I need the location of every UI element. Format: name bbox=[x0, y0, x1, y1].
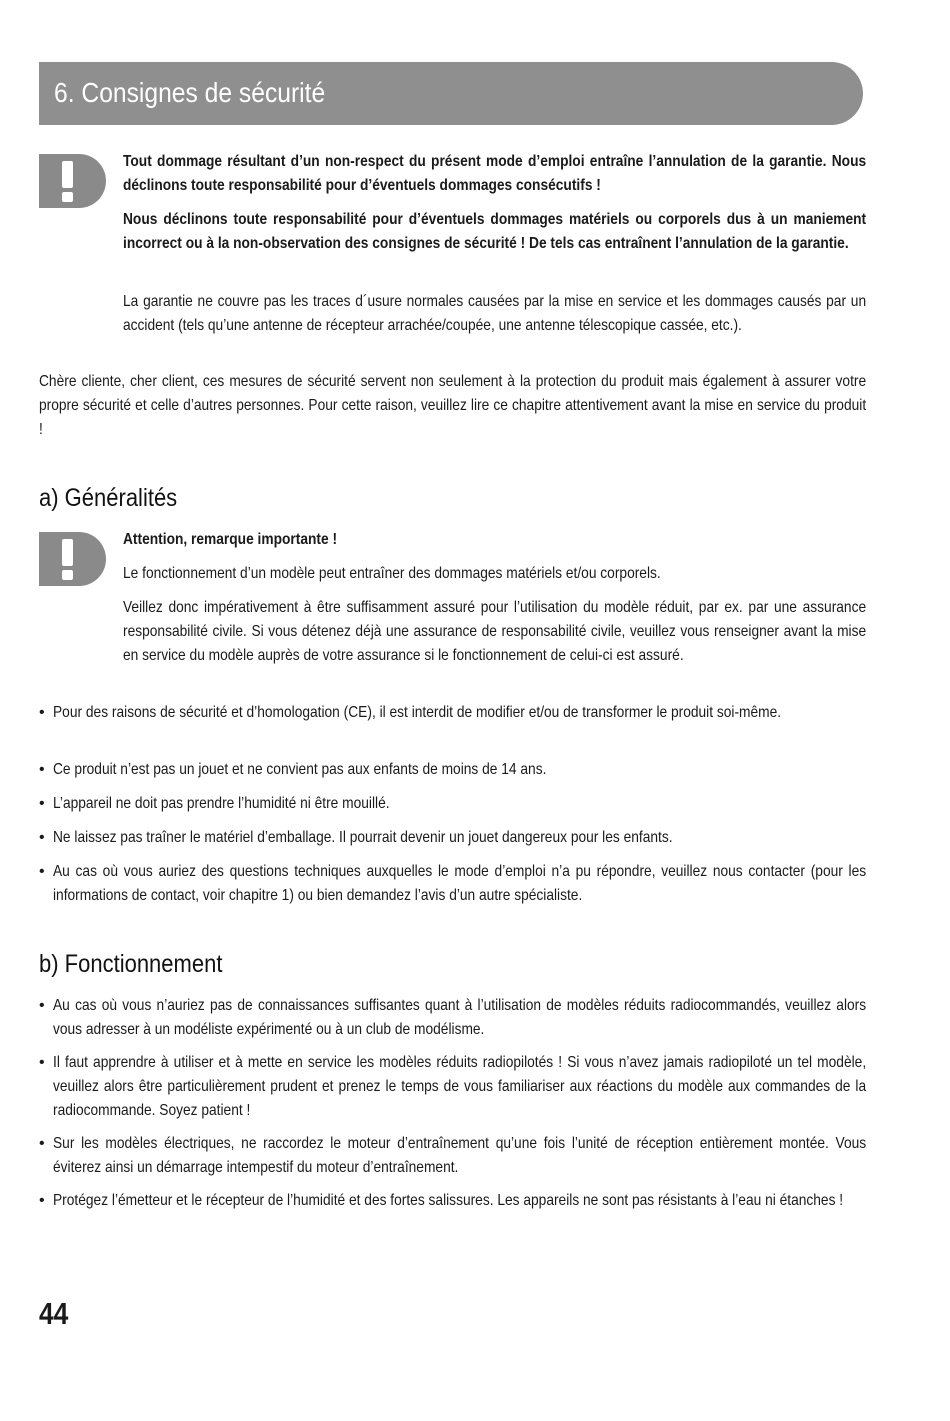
bullet-symbol: • bbox=[39, 761, 45, 778]
warning-paragraph: Veillez donc impérativement à être suffisamment assuré pour l’utilisation du modèle réduit, par ex. par une assurance responsabilité civile. Si vous détenez déjà une assurance de responsabilité civile, veuillez vous renseigner avant la mise en service du modèle auprès de votre assurance si le fonctionnement de celui-ci est assuré. bbox=[123, 599, 867, 664]
list-item-text: Protégez l’émetteur et le récepteur de l’humidité et des fortes salissures. Les appareils ne sont pas résistants à l’eau ni étanches ! bbox=[53, 1192, 844, 1209]
section-title: 6. Consignes de sécurité bbox=[54, 77, 326, 108]
list-item-text: Ce produit n’est pas un jouet et ne convient pas aux enfants de moins de 14 ans. bbox=[53, 761, 547, 778]
bullet-symbol: • bbox=[39, 795, 45, 812]
list-item-text: Pour des raisons de sécurité et d’homologation (CE), il est interdit de modifier et/ou de transformer le produit soi-même. bbox=[53, 704, 782, 721]
bullet-symbol: • bbox=[39, 997, 45, 1014]
list-item bbox=[39, 758, 866, 782]
bullet-symbol: • bbox=[39, 829, 45, 846]
list-item-text: Il faut apprendre à utiliser et à mette en service les modèles réduits radiopilotés ! Si vous n’avez jamais radiopiloté un tel modèle, veuillez alors être particulièrement prudent et prenez le temps de vous familiariser aux réactions du modèle aux commandes de la radiocommande. Soyez patient ! bbox=[53, 1054, 867, 1119]
intro-paragraph-block bbox=[39, 370, 866, 442]
bullet-symbol: • bbox=[39, 1135, 45, 1152]
warning-block-1 bbox=[123, 150, 866, 362]
exclamation-warning-icon bbox=[39, 154, 106, 208]
list-item-text: Ne laissez pas traîner le matériel d’emballage. Il pourrait devenir un jouet dangereux pour les enfants. bbox=[53, 829, 673, 846]
warning-paragraph: Le fonctionnement d’un modèle peut entraîner des dommages matériels et/ou corporels. bbox=[123, 565, 661, 582]
list-item bbox=[39, 994, 866, 1042]
bullet-symbol: • bbox=[39, 1054, 45, 1071]
warning-paragraph: Tout dommage résultant d’un non-respect du présent mode d’emploi entraîne l’annulation de la garantie. Nous déclinons toute responsabilité pour d’éventuels dommages consécutifs ! bbox=[123, 153, 867, 194]
list-item bbox=[39, 792, 866, 816]
list-item bbox=[39, 1189, 866, 1237]
bullet-symbol: • bbox=[39, 704, 45, 721]
list-item-text: L’appareil ne doit pas prendre l’humidité ni être mouillé. bbox=[53, 795, 390, 812]
warning-title: Attention, remarque importante ! bbox=[123, 531, 338, 548]
section-a-heading: a) Généralités bbox=[39, 484, 178, 512]
section-b-heading: b) Fonctionnement bbox=[39, 950, 223, 978]
list-item bbox=[39, 860, 866, 908]
list-item-text: Au cas où vous n’auriez pas de connaissances suffisantes quant à l’utilisation de modèles réduits radiocommandés, veuillez alors vous adresser à un modéliste expérimenté ou à un club de modélisme. bbox=[53, 997, 867, 1038]
list-item-text: Au cas où vous auriez des questions techniques auxquelles le mode d’emploi n’a pu répondre, veuillez nous contacter (pour les informations de contact, voir chapitre 1) ou bien demandez l’avis d’un autre spécialiste. bbox=[53, 863, 867, 904]
list-item bbox=[39, 1051, 866, 1123]
list-item-text: Sur les modèles électriques, ne raccordez le moteur d’entraînement qu’une fois l’unité de réception entièrement montée. Vous éviterez ainsi un démarrage intempestif du moteur d’entraînement. bbox=[53, 1135, 867, 1176]
list-item bbox=[39, 701, 866, 749]
bullet-symbol: • bbox=[39, 863, 45, 880]
exclamation-warning-icon bbox=[39, 532, 106, 586]
list-item bbox=[39, 1132, 866, 1180]
bullet-symbol: • bbox=[39, 1192, 45, 1209]
page-number: 44 bbox=[39, 1296, 69, 1331]
intro-paragraph: Chère cliente, cher client, ces mesures de sécurité servent non seulement à la protection du produit mais également à assurer votre propre sécurité et celle d’autres personnes. Pour cette raison, veuillez lire ce chapitre attentivement avant la mise en service du produit ! bbox=[39, 373, 867, 438]
warning-paragraph: La garantie ne couvre pas les traces d´usure normales causées par la mise en service et les dommages causés par un accident (tels qu’une antenne de récepteur arrachée/coupée, une antenne télescopique cassée, etc.). bbox=[123, 293, 867, 334]
list-item bbox=[39, 826, 866, 850]
section-title-bar bbox=[39, 62, 863, 125]
warning-block-2 bbox=[123, 528, 866, 668]
warning-paragraph: Nous déclinons toute responsabilité pour d’éventuels dommages matériels ou corporels dus à un maniement incorrect ou à la non-observation des consignes de sécurité ! De tels cas entraînent l’annulation de la garantie. bbox=[123, 211, 867, 252]
